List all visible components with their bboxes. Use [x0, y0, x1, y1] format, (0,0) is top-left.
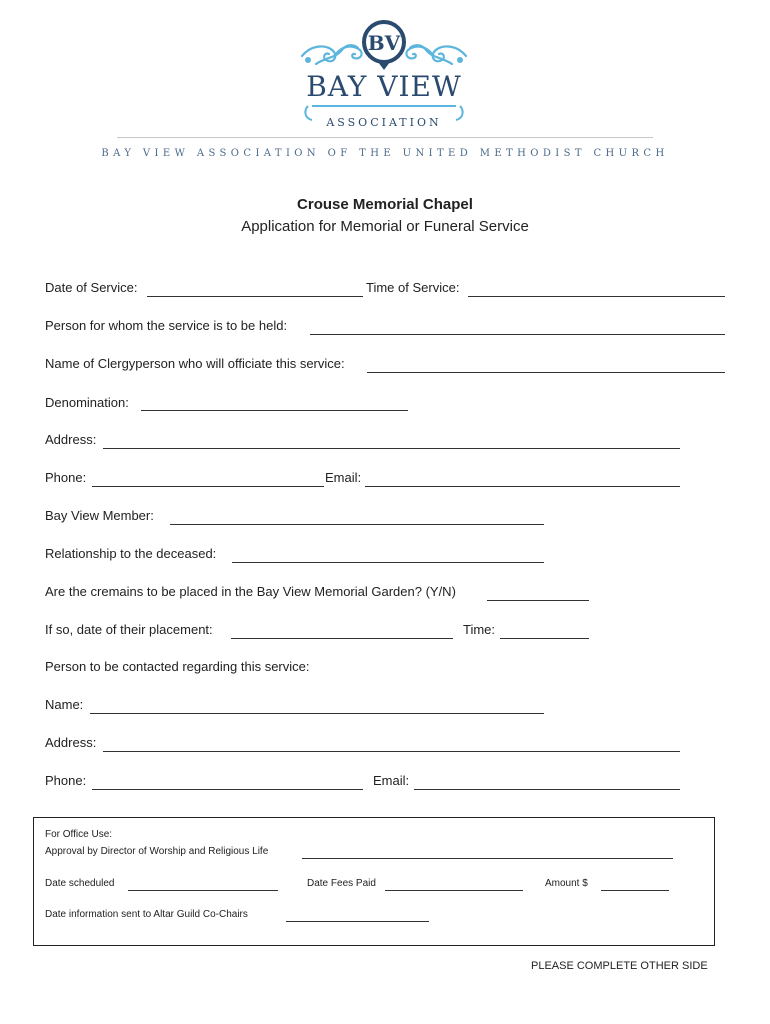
placement-time-line[interactable]: [500, 638, 589, 639]
date-info-sent-label: Date information sent to Altar Guild Co-Chairs: [45, 909, 248, 920]
contact-name-label: Name:: [45, 697, 84, 712]
approval-label: Approval by Director of Worship and Religious Life: [45, 846, 269, 857]
header-divider: [117, 137, 653, 138]
cremains-line[interactable]: [487, 600, 589, 601]
address-label: Address:: [45, 432, 97, 447]
contact-email-label: Email:: [373, 773, 410, 788]
amount-line[interactable]: [601, 890, 669, 891]
date-scheduled-line[interactable]: [128, 890, 278, 891]
logo-monogram: BV: [367, 31, 401, 55]
member-line[interactable]: [170, 524, 544, 525]
cremains-label: Are the cremains to be placed in the Bay View Memorial Garden? (Y/N): [45, 584, 456, 599]
office-use-box: [33, 817, 715, 946]
date-fees-paid-label: Date Fees Paid: [307, 878, 376, 889]
contact-address-line[interactable]: [103, 751, 680, 752]
email-line[interactable]: [365, 486, 680, 487]
date-of-service-line[interactable]: [147, 296, 363, 297]
phone-line[interactable]: [92, 486, 324, 487]
address-line[interactable]: [103, 448, 680, 449]
clergy-label: Name of Clergyperson who will officiate this service:: [45, 356, 345, 371]
person-for-whom-line[interactable]: [310, 334, 725, 335]
approval-line[interactable]: [302, 858, 673, 859]
relationship-line[interactable]: [232, 562, 544, 563]
amount-label: Amount $: [545, 878, 588, 889]
relationship-label: Relationship to the deceased:: [45, 546, 217, 561]
contact-address-label: Address:: [45, 735, 97, 750]
footer-note: PLEASE COMPLETE OTHER SIDE: [531, 960, 708, 972]
time-of-service-label: Time of Service:: [366, 280, 460, 295]
time-of-service-line[interactable]: [468, 296, 725, 297]
form-title: Crouse Memorial Chapel: [297, 196, 473, 213]
person-for-whom-label: Person for whom the service is to be held:: [45, 318, 288, 333]
contact-name-line[interactable]: [90, 713, 544, 714]
placement-date-line[interactable]: [231, 638, 453, 639]
date-fees-paid-line[interactable]: [385, 890, 523, 891]
contact-heading: Person to be contacted regarding this service:: [45, 659, 310, 674]
member-label: Bay View Member:: [45, 508, 154, 523]
email-label: Email:: [325, 470, 362, 485]
logo-sub: ASSOCIATION: [326, 116, 442, 129]
tagline: BAY VIEW ASSOCIATION OF THE UNITED METHODIST CHURCH: [101, 148, 669, 159]
date-of-service-label: Date of Service:: [45, 280, 138, 295]
office-heading: For Office Use:: [45, 829, 113, 840]
clergy-line[interactable]: [367, 372, 725, 373]
contact-email-line[interactable]: [414, 789, 680, 790]
contact-phone-line[interactable]: [92, 789, 363, 790]
denomination-line[interactable]: [141, 410, 408, 411]
logo-name: BAY VIEW: [306, 70, 462, 103]
bay-view-logo: [294, 14, 474, 134]
form-subtitle: Application for Memorial or Funeral Service: [241, 218, 529, 235]
phone-label: Phone:: [45, 470, 87, 485]
placement-date-label: If so, date of their placement:: [45, 622, 213, 637]
date-scheduled-label: Date scheduled: [45, 878, 115, 889]
denomination-label: Denomination:: [45, 395, 129, 410]
contact-phone-label: Phone:: [45, 773, 87, 788]
date-info-sent-line[interactable]: [286, 921, 429, 922]
placement-time-label: Time:: [463, 622, 496, 637]
